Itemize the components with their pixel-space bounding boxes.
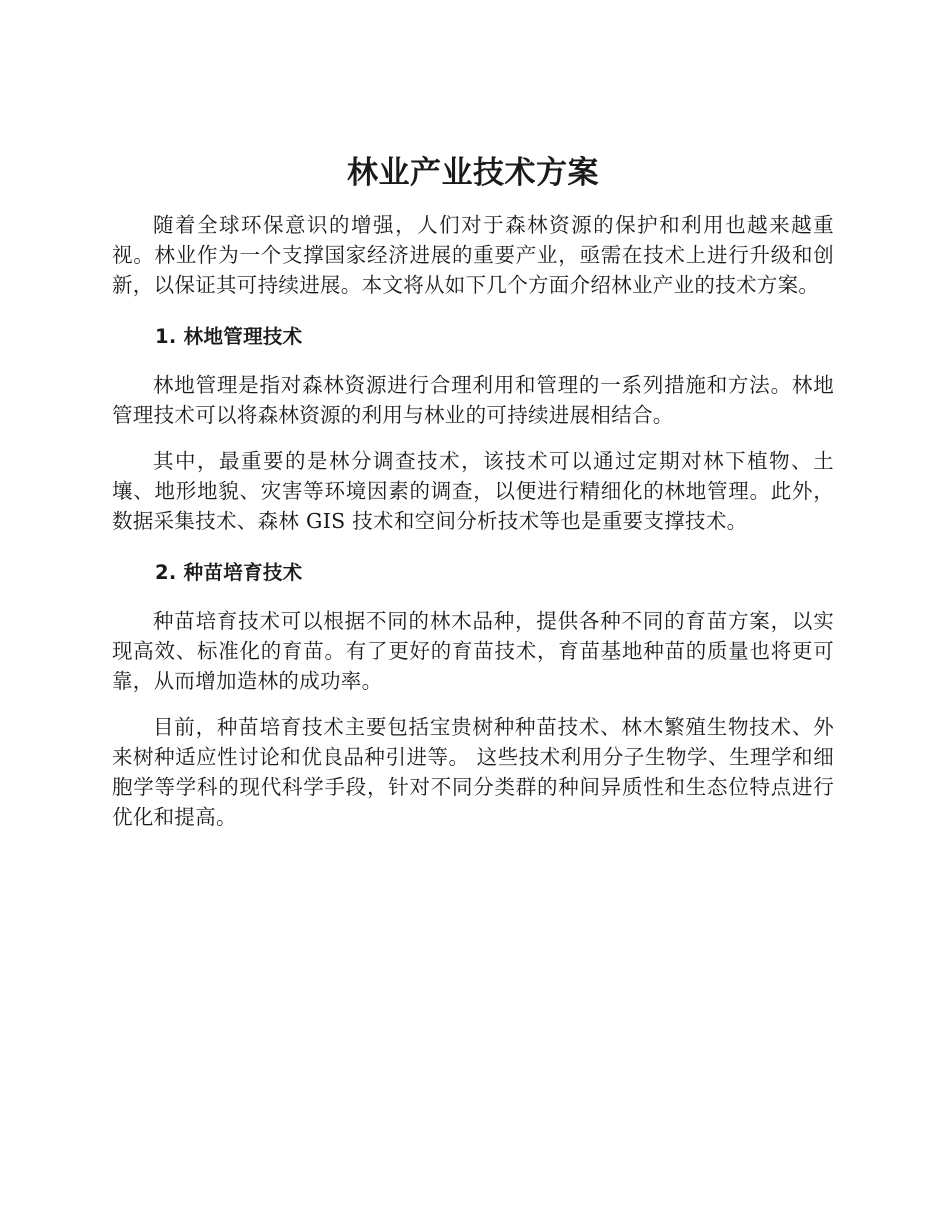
seedling-cultivation-paragraph-2: 目前，种苗培育技术主要包括宝贵树种种苗技术、林木繁殖生物技术、外来树种适应性讨论和优良品种引进等。 这些技术利用分子生物学、生理学和细胞学等学科的现代科学手段，针对不同分类群的种间异质性和生态位特点进行优化和提高。	[112, 715, 834, 829]
land-management-paragraph-2: 其中，最重要的是林分调查技术，该技术可以通过定期对林下植物、土壤、地形地貌、灾害等环境因素的调查，以便进行精细化的林地管理。此外，数据采集技术、森林 GIS 技术和空间分析技术等也是重要支撑技术。	[112, 449, 834, 533]
document-title: 林业产业技术方案	[347, 155, 599, 191]
seedling-cultivation-paragraph-1: 种苗培育技术可以根据不同的林木品种，提供各种不同的育苗方案，以实现高效、标准化的育苗。有了更好的育苗技术，育苗基地种苗的质量也将更可靠，从而增加造林的成功率。	[112, 609, 834, 693]
section-heading-land-management: 1. 林地管理技术	[155, 325, 303, 348]
intro-paragraph: 随着全球环保意识的增强，人们对于森林资源的保护和利用也越来越重视。林业作为一个支撑国家经济进展的重要产业，亟需在技术上进行升级和创新，以保证其可持续进展。本文将从如下几个方面介绍林业产业的技术方案。	[112, 213, 834, 297]
section-heading-seedling-cultivation: 2. 种苗培育技术	[155, 561, 303, 584]
land-management-paragraph-1: 林地管理是指对森林资源进行合理利用和管理的一系列措施和方法。林地管理技术可以将森林资源的利用与林业的可持续进展相结合。	[112, 373, 834, 427]
document-page	[112, 150, 834, 832]
